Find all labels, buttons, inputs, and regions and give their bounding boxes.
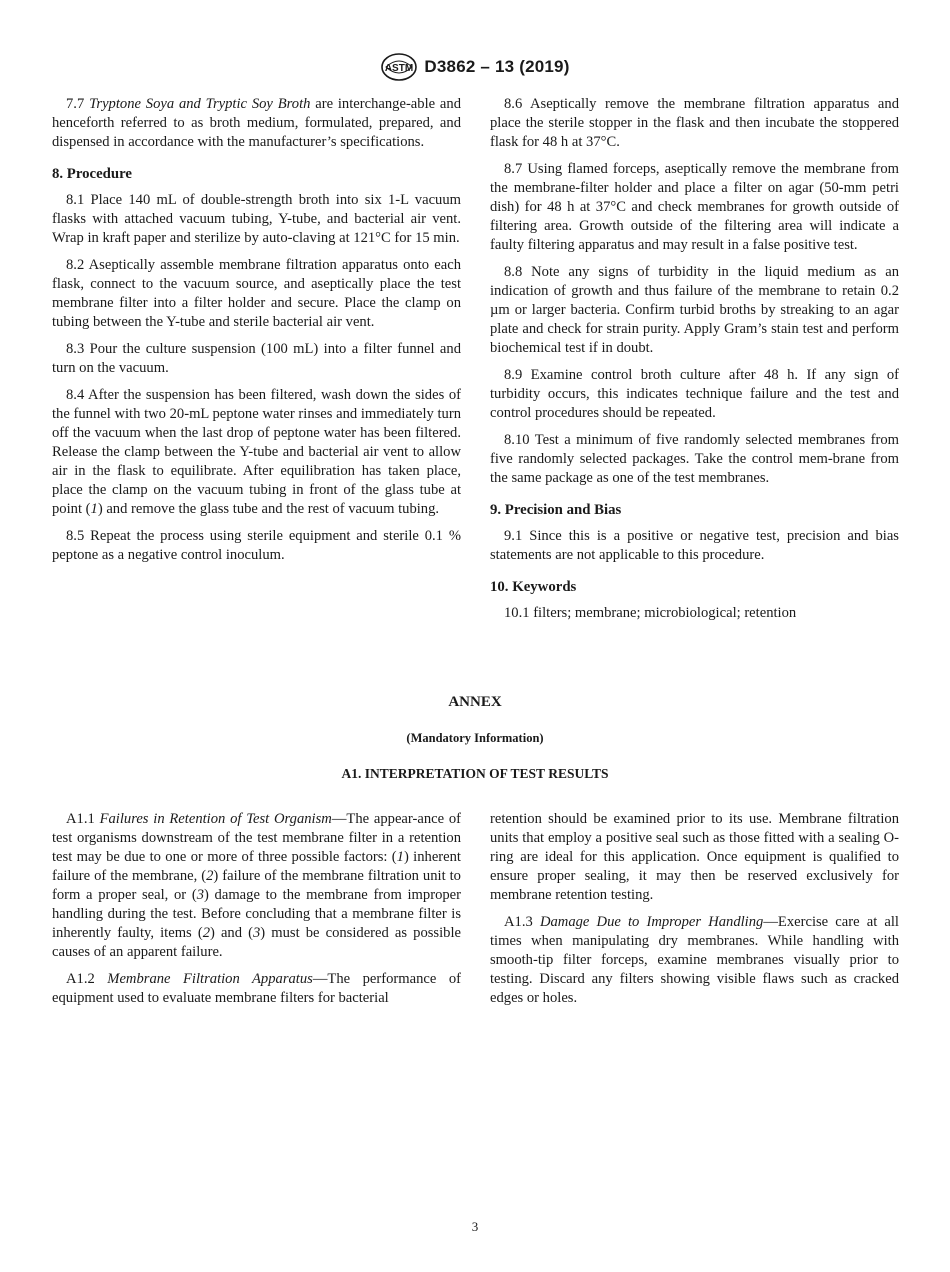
designation: D3862 – 13 (2019) [424,57,570,76]
left-column [52,95,461,573]
para-10-1: 10.1 filters; membrane; microbiological; retention [504,605,797,621]
para-a1-3: A1.3 Damage Due to Improper Handling—Exercise care at all times when manipulating dry membranes. While handling with smooth-tip filter forceps, examine membranes visually prior to testing. Discard any filters showing visible flaws such as cracked edges or holes. [490,914,899,1006]
astm-logo-icon [380,52,418,82]
section-10-heading: 10. Keywords [490,579,577,595]
para-8-2: 8.2 Aseptically assemble membrane filtration apparatus onto each flask, connect to the vacuum source, and aseptically place the test membrane filter into a filter holder and secure. Place the clamp on tubing between the Y-tube and sterile bacterial air vent. [52,257,461,330]
right-column [490,95,899,623]
logo-lettering: ASTM [385,63,414,74]
para-7-7-italic: Tryptone Soya and Tryptic Soy Broth [89,96,311,112]
section-8-heading: 8. Procedure [52,166,132,182]
para-8-1: 8.1 Place 140 mL of double-strength broth into six 1-L vacuum flasks with attached vacuum tubing, Y-tube, and bacterial air vent. Wrap in kraft paper and sterilize by auto-claving at 121°C for 15 min. [52,192,461,246]
annex-heading: A1. INTERPRETATION OF TEST RESULTS [341,766,609,781]
annex-left-column [52,810,461,1016]
document-header [0,52,950,82]
section-9-heading: 9. Precision and Bias [490,502,622,518]
page-number: 3 [471,1219,479,1234]
para-7-7: 7.7 Tryptone Soya and Tryptic Soy Broth are interchange-able and henceforth referred to as broth medium, formulated, prepared, and dispensed in accordance with the manufacturer’s specifications. [52,96,462,150]
para-a1-2-start: A1.2 Membrane Filtration Apparatus—The performance of equipment used to evaluate membrane filters for bacterial [52,971,461,1006]
para-8-10: 8.10 Test a minimum of five randomly selected membranes from five randomly selected packages. Take the control mem-brane from the same package as one of the test membranes. [490,432,899,486]
para-a1-1: A1.1 Failures in Retention of Test Organism—The appear-ance of test organisms downstream of the test membrane filter in a retention test may be due to one or more of three possible factors: (1) inherent failure of the membrane, (2) failure of the membrane filtration unit to form a proper seal, or (3) damage to the membrane from improper handling during the test. Before concluding that a membrane filter is inherently faulty, items (2) and (3) must be considered as possible causes of an apparent failure. [52,811,462,960]
para-8-9: 8.9 Examine control broth culture after 48 h. If any sign of turbidity occurs, this indicates technique failure and the test and control procedures should be repeated. [490,367,899,421]
para-a1-2-continued: retention should be examined prior to its use. Membrane filtration units that employ a positive seal such as those fitted with a sealing O-ring are ideal for this application. Once equipment is qualified to ensure proper sealing, it may then be reserved exclusively for membrane retention testing. [490,811,899,903]
para-8-3: 8.3 Pour the culture suspension (100 mL) into a filter funnel and turn on the vacuum. [52,341,461,376]
para-8-6: 8.6 Aseptically remove the membrane filtration apparatus and place the sterile stopper in the flask and then incubate the stoppered flask for 48 h at 37°C. [490,96,899,150]
annex-right-column [490,810,899,1016]
annex-subtitle: (Mandatory Information) [406,731,544,745]
para-9-1: 9.1 Since this is a positive or negative test, precision and bias statements are not applicable to this procedure. [490,528,899,563]
para-8-7: 8.7 Using flamed forceps, aseptically remove the membrane from the membrane-filter holder and place a filter on agar (50-mm petri dish) for 48 h at 37°C and check membranes for growth outside of filtering area. Growth outside of the filtering area will indicate a faulty filtering apparatus and may result in a false positive test. [490,161,899,253]
para-8-8: 8.8 Note any signs of turbidity in the liquid medium as an indication of growth and thus failure of the membrane to retain 0.2 µm or larger bacteria. Confirm turbid broths by streaking to an agar plate and check for strain purity. Apply Gram’s stain test and perform biochemical test if in doubt. [490,264,899,356]
para-8-5: 8.5 Repeat the process using sterile equipment and sterile 0.1 % peptone as a negative control inoculum. [52,528,461,563]
para-8-4: 8.4 After the suspension has been filtered, wash down the sides of the funnel with two 20-mL peptone water rinses and immediately turn off the vacuum when the last drop of peptone water has been filtered. Release the clamp between the Y-tube and bacterial air vent to allow air in the flask to equilibrate. After equilibration has taken place, place the clamp on the vacuum tubing in front of the glass tube at point (1) and remove the glass tube and the rest of vacuum tubing. [52,387,461,517]
annex-title: ANNEX [448,694,502,710]
